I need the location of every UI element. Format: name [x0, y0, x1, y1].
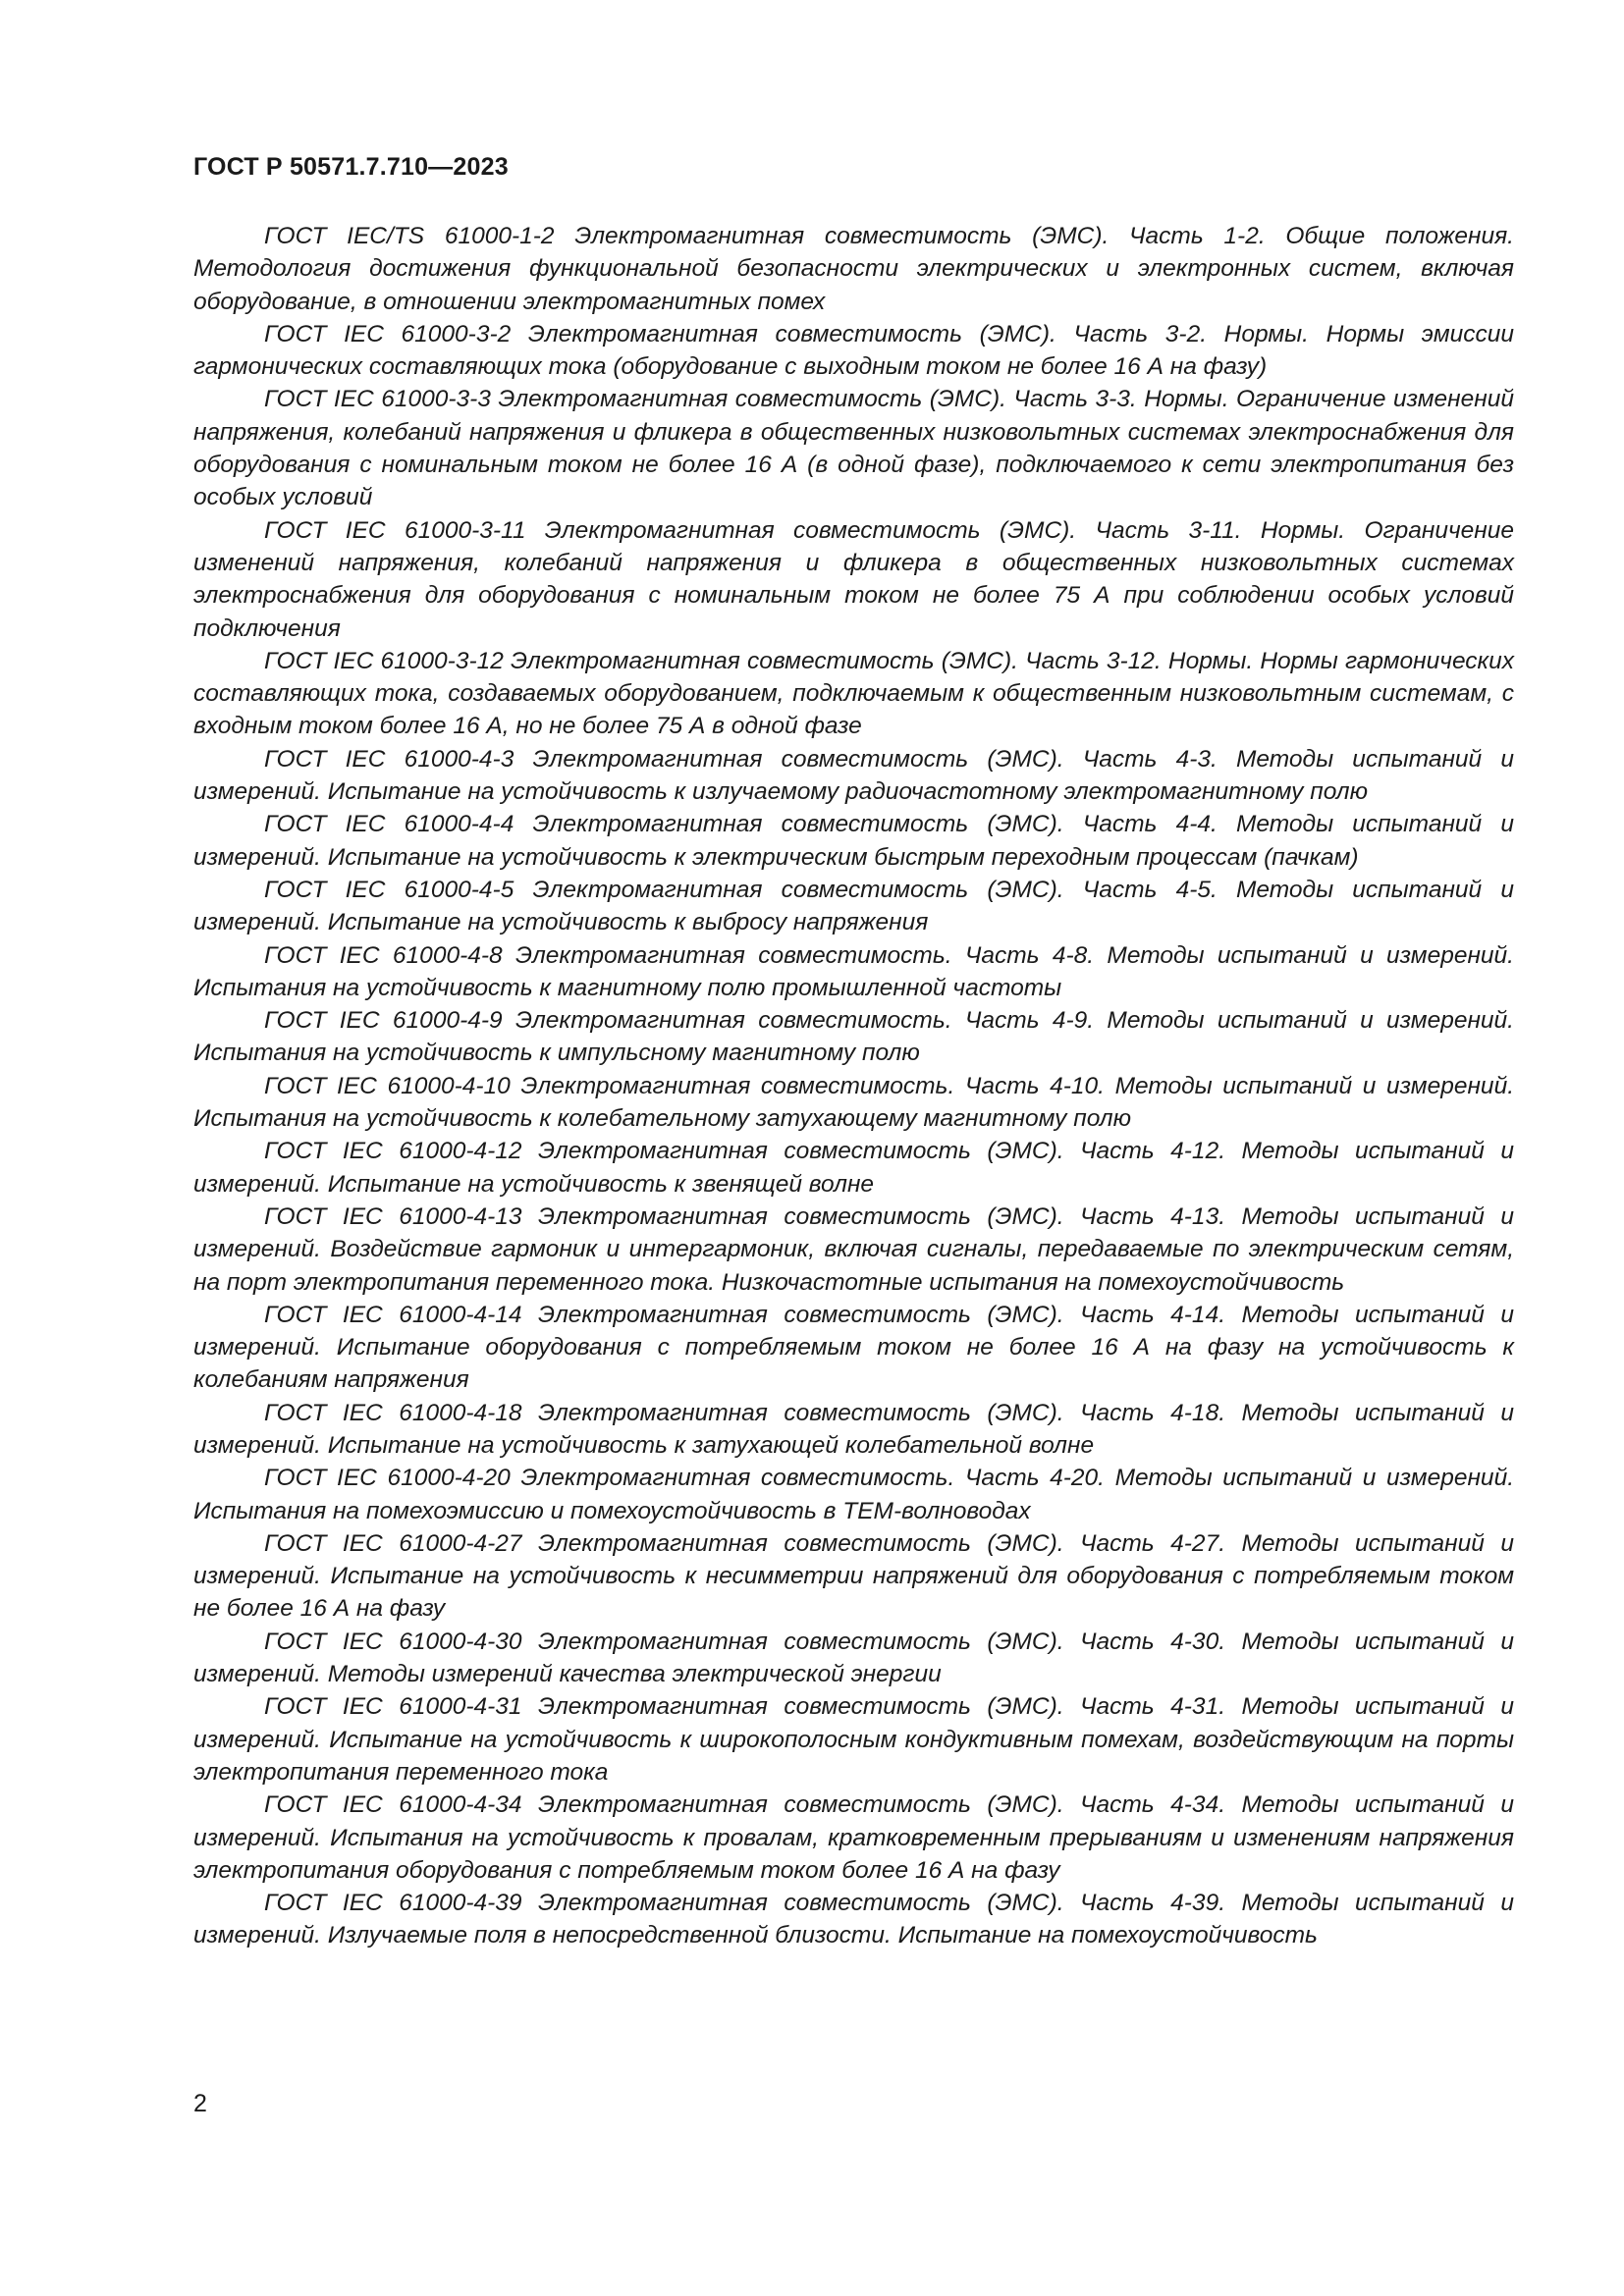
reference-entry: ГОСТ IEC 61000-3-11 Электромагнитная совместимость (ЭМС). Часть 3-11. Нормы. Ограничение изменений напряжения, колебаний напряжения и фликера в общественных низковольтных системах электроснабжения для оборудования с номинальным током не более 75 А при соблюдении особых условий подключения: [193, 516, 1514, 642]
reference-entry: ГОСТ IEC 61000-4-12 Электромагнитная совместимость (ЭМС). Часть 4-12. Методы испытаний и измерений. Испытание на устойчивость к звенящей волне: [193, 1138, 1514, 1198]
reference-entry: ГОСТ IEC 61000-4-20 Электромагнитная совместимость. Часть 4-20. Методы испытаний и измерений. Испытания на помехоэмиссию и помехоустойчивость в ТЕМ-волноводах: [193, 1465, 1514, 1524]
reference-entry: ГОСТ IEC/TS 61000-1-2 Электромагнитная совместимость (ЭМС). Часть 1-2. Общие положения. Методология достижения функциональной безопасности электрических и электронных систем, включая оборудование, в отношении электромагнитных помех: [193, 223, 1514, 315]
reference-entry: ГОСТ IEC 61000-4-14 Электромагнитная совместимость (ЭМС). Часть 4-14. Методы испытаний и измерений. Испытание оборудования с потребляемым током не более 16 А на фазу на устойчивость к колебаниям напряжения: [193, 1301, 1514, 1394]
reference-entry: ГОСТ IEC 61000-4-13 Электромагнитная совместимость (ЭМС). Часть 4-13. Методы испытаний и измерений. Воздействие гармоник и интергармоник, включая сигналы, передаваемые по электрическим сетям, на порт электропитания переменного тока. Низкочастотные испытания на помехоустойчивость: [193, 1202, 1514, 1296]
reference-entry: ГОСТ IEC 61000-3-12 Электромагнитная совместимость (ЭМС). Часть 3-12. Нормы. Нормы гармонических составляющих тока, создаваемых оборудованием, подключаемым к общественным низковольтным системам, с входным током более 16 А, но не более 75 А в одной фазе: [193, 647, 1514, 740]
reference-entry: ГОСТ IEC 61000-4-27 Электромагнитная совместимость (ЭМС). Часть 4-27. Методы испытаний и измерений. Испытание на устойчивость к несимметрии напряжений для оборудования с потребляемым током не более 16 А на фазу: [193, 1529, 1514, 1623]
reference-entry: ГОСТ IEC 61000-3-2 Электромагнитная совместимость (ЭМС). Часть 3-2. Нормы. Нормы эмиссии гармонических составляющих тока (оборудование с выходным током не более 16 А на фазу): [193, 320, 1514, 381]
reference-entry: ГОСТ IEC 61000-4-34 Электромагнитная совместимость (ЭМС). Часть 4-34. Методы испытаний и измерений. Испытания на устойчивость к провалам, кратковременным прерываниям и изменениям напряжения электропитания оборудования с потребляемым током более 16 А на фазу: [193, 1791, 1514, 1884]
page-number: 2: [193, 2090, 207, 2117]
document-header: ГОСТ Р 50571.7.710—2023: [193, 153, 509, 181]
reference-entry: ГОСТ IEC 61000-4-9 Электромагнитная совместимость. Часть 4-9. Методы испытаний и измерений. Испытания на устойчивость к импульсному магнитному полю: [193, 1007, 1514, 1067]
reference-entry: ГОСТ IEC 61000-4-10 Электромагнитная совместимость. Часть 4-10. Методы испытаний и измерений. Испытания на устойчивость к колебательному затухающему магнитному полю: [193, 1072, 1514, 1133]
reference-entry: ГОСТ IEC 61000-4-5 Электромагнитная совместимость (ЭМС). Часть 4-5. Методы испытаний и измерений. Испытание на устойчивость к выбросу напряжения: [193, 876, 1514, 936]
normative-references-list: [193, 220, 1514, 1952]
reference-entry: ГОСТ IEC 61000-4-18 Электромагнитная совместимость (ЭМС). Часть 4-18. Методы испытаний и измерений. Испытание на устойчивость к затухающей колебательной волне: [193, 1399, 1514, 1459]
reference-entry: ГОСТ IEC 61000-4-3 Электромагнитная совместимость (ЭМС). Часть 4-3. Методы испытаний и измерений. Испытание на устойчивость к излучаемому радиочастотному электромагнитному полю: [193, 745, 1514, 806]
reference-entry: ГОСТ IEC 61000-3-3 Электромагнитная совместимость (ЭМС). Часть 3-3. Нормы. Ограничение изменений напряжения, колебаний напряжения и фликера в общественных низковольтных системах электроснабжения для оборудования с номинальным током не более 16 А (в одной фазе), подключаемого к сети электропитания без особых условий: [193, 386, 1514, 511]
reference-entry: ГОСТ IEC 61000-4-30 Электромагнитная совместимость (ЭМС). Часть 4-30. Методы испытаний и измерений. Методы измерений качества электрической энергии: [193, 1628, 1514, 1688]
reference-entry: ГОСТ IEC 61000-4-39 Электромагнитная совместимость (ЭМС). Часть 4-39. Методы испытаний и измерений. Излучаемые поля в непосредственной близости. Испытание на помехоустойчивость: [193, 1890, 1514, 1949]
reference-entry: ГОСТ IEC 61000-4-31 Электромагнитная совместимость (ЭМС). Часть 4-31. Методы испытаний и измерений. Испытание на устойчивость к широкополосным кондуктивным помехам, воздействующим на порты электропитания переменного тока: [193, 1693, 1514, 1786]
reference-entry: ГОСТ IEC 61000-4-4 Электромагнитная совместимость (ЭМС). Часть 4-4. Методы испытаний и измерений. Испытание на устойчивость к электрическим быстрым переходным процессам (пачкам): [193, 811, 1514, 871]
reference-entry: ГОСТ IEC 61000-4-8 Электромагнитная совместимость. Часть 4-8. Методы испытаний и измерений. Испытания на устойчивость к магнитному полю промышленной частоты: [193, 941, 1514, 1001]
